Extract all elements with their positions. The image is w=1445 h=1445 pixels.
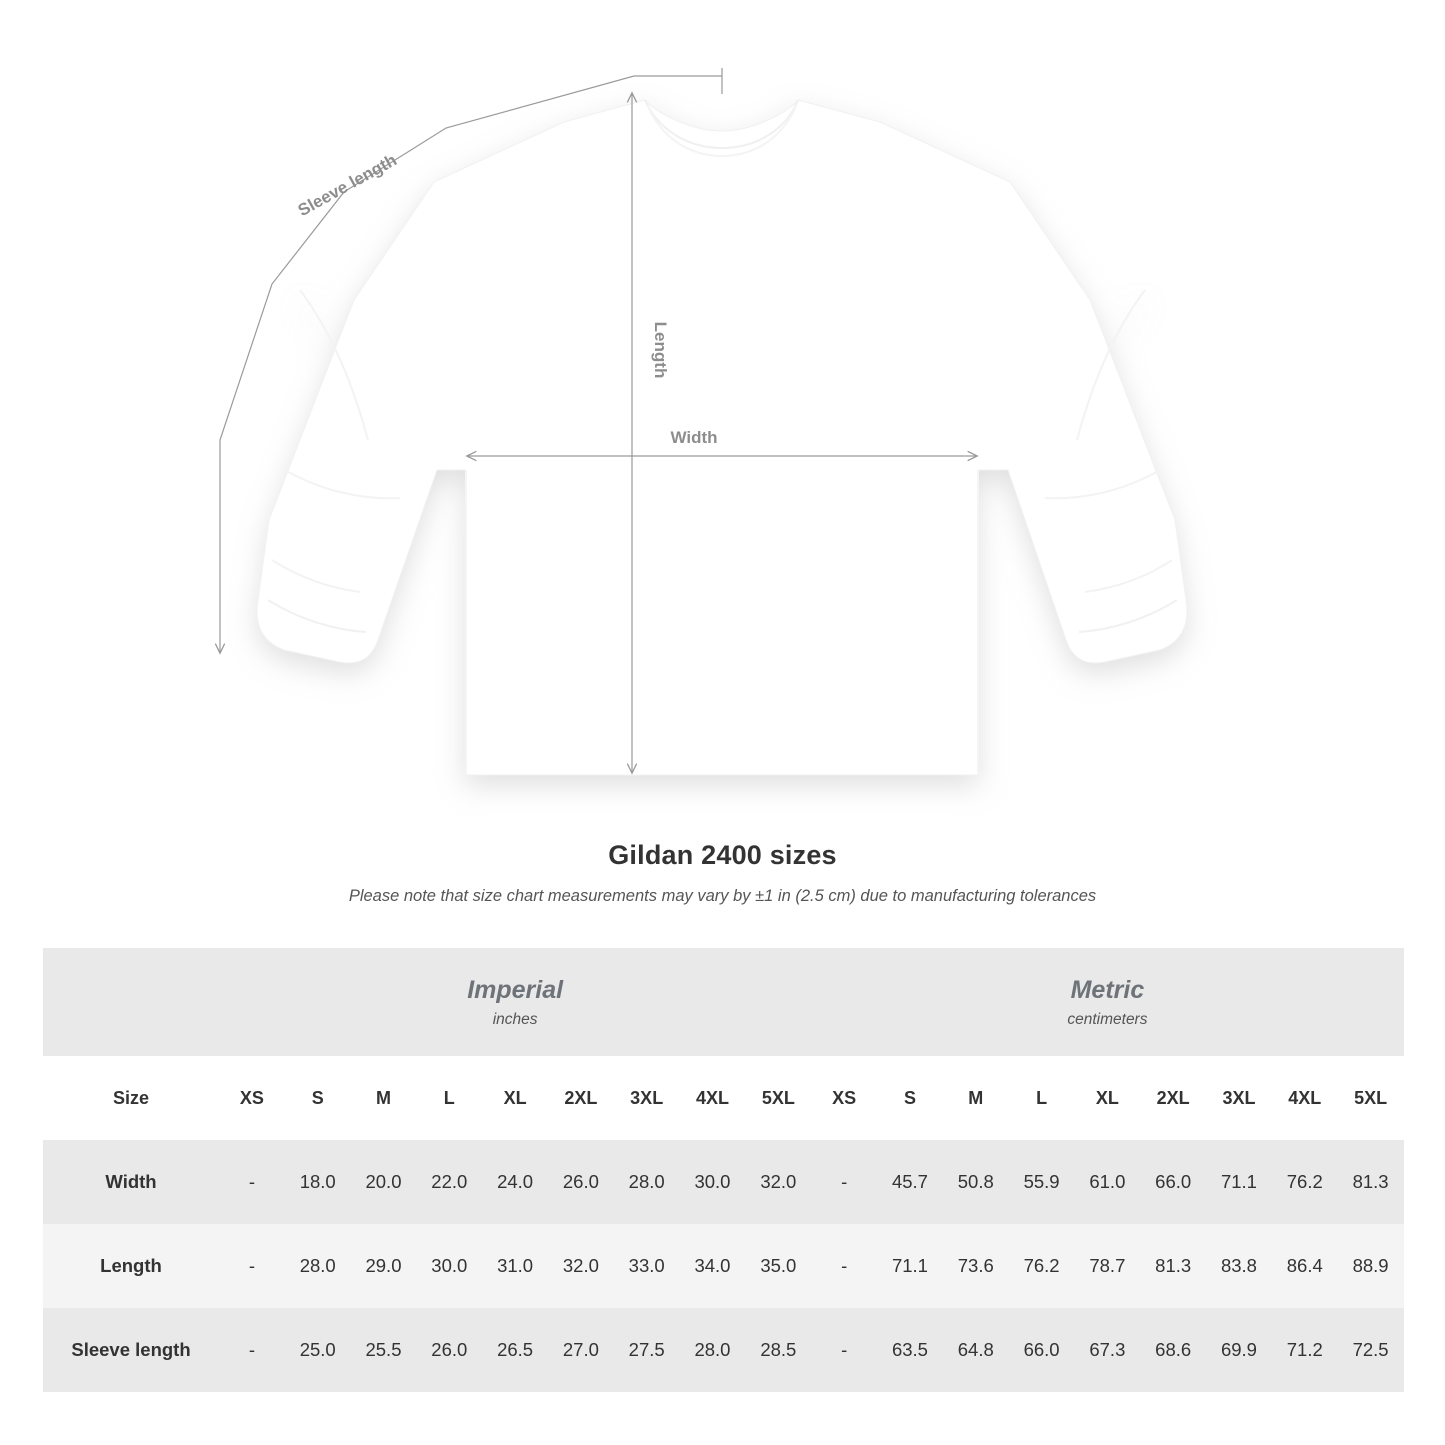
- header-size-xs-metric: XS: [811, 1056, 877, 1140]
- label-sleeve-length: Sleeve length: [294, 150, 400, 221]
- cell-width-imperial-m: 20.0: [351, 1140, 417, 1224]
- header-size-l-imperial: L: [416, 1056, 482, 1140]
- size-header-row: [43, 1056, 1404, 1140]
- row-label-length: Length: [43, 1224, 219, 1308]
- cell-length-imperial-l: 30.0: [416, 1224, 482, 1308]
- cell-width-imperial-s: 18.0: [285, 1140, 351, 1224]
- unit-group-imperial-sub: inches: [492, 1010, 538, 1028]
- header-size-label: Size: [43, 1056, 219, 1140]
- unit-group-imperial-name: Imperial: [467, 976, 564, 1005]
- unit-group-metric-sub: centimeters: [1067, 1010, 1148, 1028]
- header-size-3xl-metric: 3XL: [1206, 1056, 1272, 1140]
- cell-sleeve-metric-l: 66.0: [1009, 1308, 1075, 1392]
- header-size-2xl-metric: 2XL: [1140, 1056, 1206, 1140]
- unit-group-metric: [811, 948, 1403, 1056]
- cell-width-metric-l: 55.9: [1009, 1140, 1075, 1224]
- cell-sleeve-metric-xl: 67.3: [1074, 1308, 1140, 1392]
- header-size-s-imperial: S: [285, 1056, 351, 1140]
- label-width: Width: [670, 428, 718, 447]
- unit-group-imperial: [219, 948, 811, 1056]
- row-label-sleeve-length: Sleeve length: [43, 1308, 219, 1392]
- cell-width-metric-s: 45.7: [877, 1140, 943, 1224]
- header-size-xl-metric: XL: [1074, 1056, 1140, 1140]
- cell-length-metric-xl: 78.7: [1074, 1224, 1140, 1308]
- cell-sleeve-imperial-xl: 26.5: [482, 1308, 548, 1392]
- cell-width-imperial-l: 22.0: [416, 1140, 482, 1224]
- cell-length-metric-3xl: 83.8: [1206, 1224, 1272, 1308]
- header-size-3xl-imperial: 3XL: [614, 1056, 680, 1140]
- cell-width-metric-xl: 61.0: [1074, 1140, 1140, 1224]
- cell-length-metric-xs: -: [811, 1224, 877, 1308]
- cell-sleeve-metric-5xl: 72.5: [1338, 1308, 1404, 1392]
- cell-sleeve-imperial-l: 26.0: [416, 1308, 482, 1392]
- cell-length-metric-l: 76.2: [1009, 1224, 1075, 1308]
- cell-sleeve-metric-m: 64.8: [943, 1308, 1009, 1392]
- cell-length-imperial-4xl: 34.0: [680, 1224, 746, 1308]
- size-table-wrap: [43, 948, 1403, 1392]
- label-length: Length: [651, 321, 670, 379]
- cell-length-imperial-5xl: 35.0: [745, 1224, 811, 1308]
- cell-length-imperial-xl: 31.0: [482, 1224, 548, 1308]
- header-size-xs-imperial: XS: [219, 1056, 285, 1140]
- tolerance-note: Please note that size chart measurements may vary by ±1 in (2.5 cm) due to manufacturing tolerances: [348, 887, 1097, 905]
- cell-length-imperial-m: 29.0: [351, 1224, 417, 1308]
- table-row: [43, 1140, 1404, 1224]
- header-size-5xl-metric: 5XL: [1338, 1056, 1404, 1140]
- cell-sleeve-imperial-2xl: 27.0: [548, 1308, 614, 1392]
- cell-sleeve-imperial-xs: -: [219, 1308, 285, 1392]
- cell-length-metric-4xl: 86.4: [1272, 1224, 1338, 1308]
- cell-length-metric-m: 73.6: [943, 1224, 1009, 1308]
- unit-group-metric-name: Metric: [1070, 976, 1145, 1005]
- cell-sleeve-metric-4xl: 71.2: [1272, 1308, 1338, 1392]
- cell-width-metric-5xl: 81.3: [1338, 1140, 1404, 1224]
- cell-sleeve-imperial-s: 25.0: [285, 1308, 351, 1392]
- cell-width-imperial-3xl: 28.0: [614, 1140, 680, 1224]
- cell-length-metric-2xl: 81.3: [1140, 1224, 1206, 1308]
- page-title: Gildan 2400 sizes: [608, 840, 837, 870]
- cell-width-metric-2xl: 66.0: [1140, 1140, 1206, 1224]
- cell-width-imperial-xs: -: [219, 1140, 285, 1224]
- table-row: [43, 1224, 1404, 1308]
- unit-group-row: [43, 948, 1404, 1056]
- cell-sleeve-imperial-4xl: 28.0: [680, 1308, 746, 1392]
- cell-length-imperial-3xl: 33.0: [614, 1224, 680, 1308]
- cell-width-imperial-2xl: 26.0: [548, 1140, 614, 1224]
- table-row: [43, 1308, 1404, 1392]
- tee-shape: [257, 100, 1187, 775]
- header-size-m-metric: M: [943, 1056, 1009, 1140]
- header-size-xl-imperial: XL: [482, 1056, 548, 1140]
- cell-length-metric-s: 71.1: [877, 1224, 943, 1308]
- cell-width-metric-xs: -: [811, 1140, 877, 1224]
- header-size-s-metric: S: [877, 1056, 943, 1140]
- header-size-l-metric: L: [1009, 1056, 1075, 1140]
- cell-width-metric-3xl: 71.1: [1206, 1140, 1272, 1224]
- cell-sleeve-imperial-5xl: 28.5: [745, 1308, 811, 1392]
- cell-sleeve-metric-3xl: 69.9: [1206, 1308, 1272, 1392]
- size-chart-table: [43, 948, 1404, 1392]
- cell-width-imperial-5xl: 32.0: [745, 1140, 811, 1224]
- cell-sleeve-metric-xs: -: [811, 1308, 877, 1392]
- cell-width-metric-4xl: 76.2: [1272, 1140, 1338, 1224]
- header-size-m-imperial: M: [351, 1056, 417, 1140]
- cell-width-imperial-xl: 24.0: [482, 1140, 548, 1224]
- cell-sleeve-imperial-m: 25.5: [351, 1308, 417, 1392]
- cell-length-imperial-2xl: 32.0: [548, 1224, 614, 1308]
- header-size-4xl-imperial: 4XL: [680, 1056, 746, 1140]
- cell-length-metric-5xl: 88.9: [1338, 1224, 1404, 1308]
- unit-group-spacer: [43, 948, 219, 1056]
- cell-sleeve-metric-2xl: 68.6: [1140, 1308, 1206, 1392]
- cell-sleeve-imperial-3xl: 27.5: [614, 1308, 680, 1392]
- cell-width-metric-m: 50.8: [943, 1140, 1009, 1224]
- cell-length-imperial-s: 28.0: [285, 1224, 351, 1308]
- header-size-2xl-imperial: 2XL: [548, 1056, 614, 1140]
- cell-length-imperial-xs: -: [219, 1224, 285, 1308]
- row-label-width: Width: [43, 1140, 219, 1224]
- header-size-4xl-metric: 4XL: [1272, 1056, 1338, 1140]
- cell-width-imperial-4xl: 30.0: [680, 1140, 746, 1224]
- title-block: [0, 840, 1445, 906]
- header-size-5xl-imperial: 5XL: [745, 1056, 811, 1140]
- cell-sleeve-metric-s: 63.5: [877, 1308, 943, 1392]
